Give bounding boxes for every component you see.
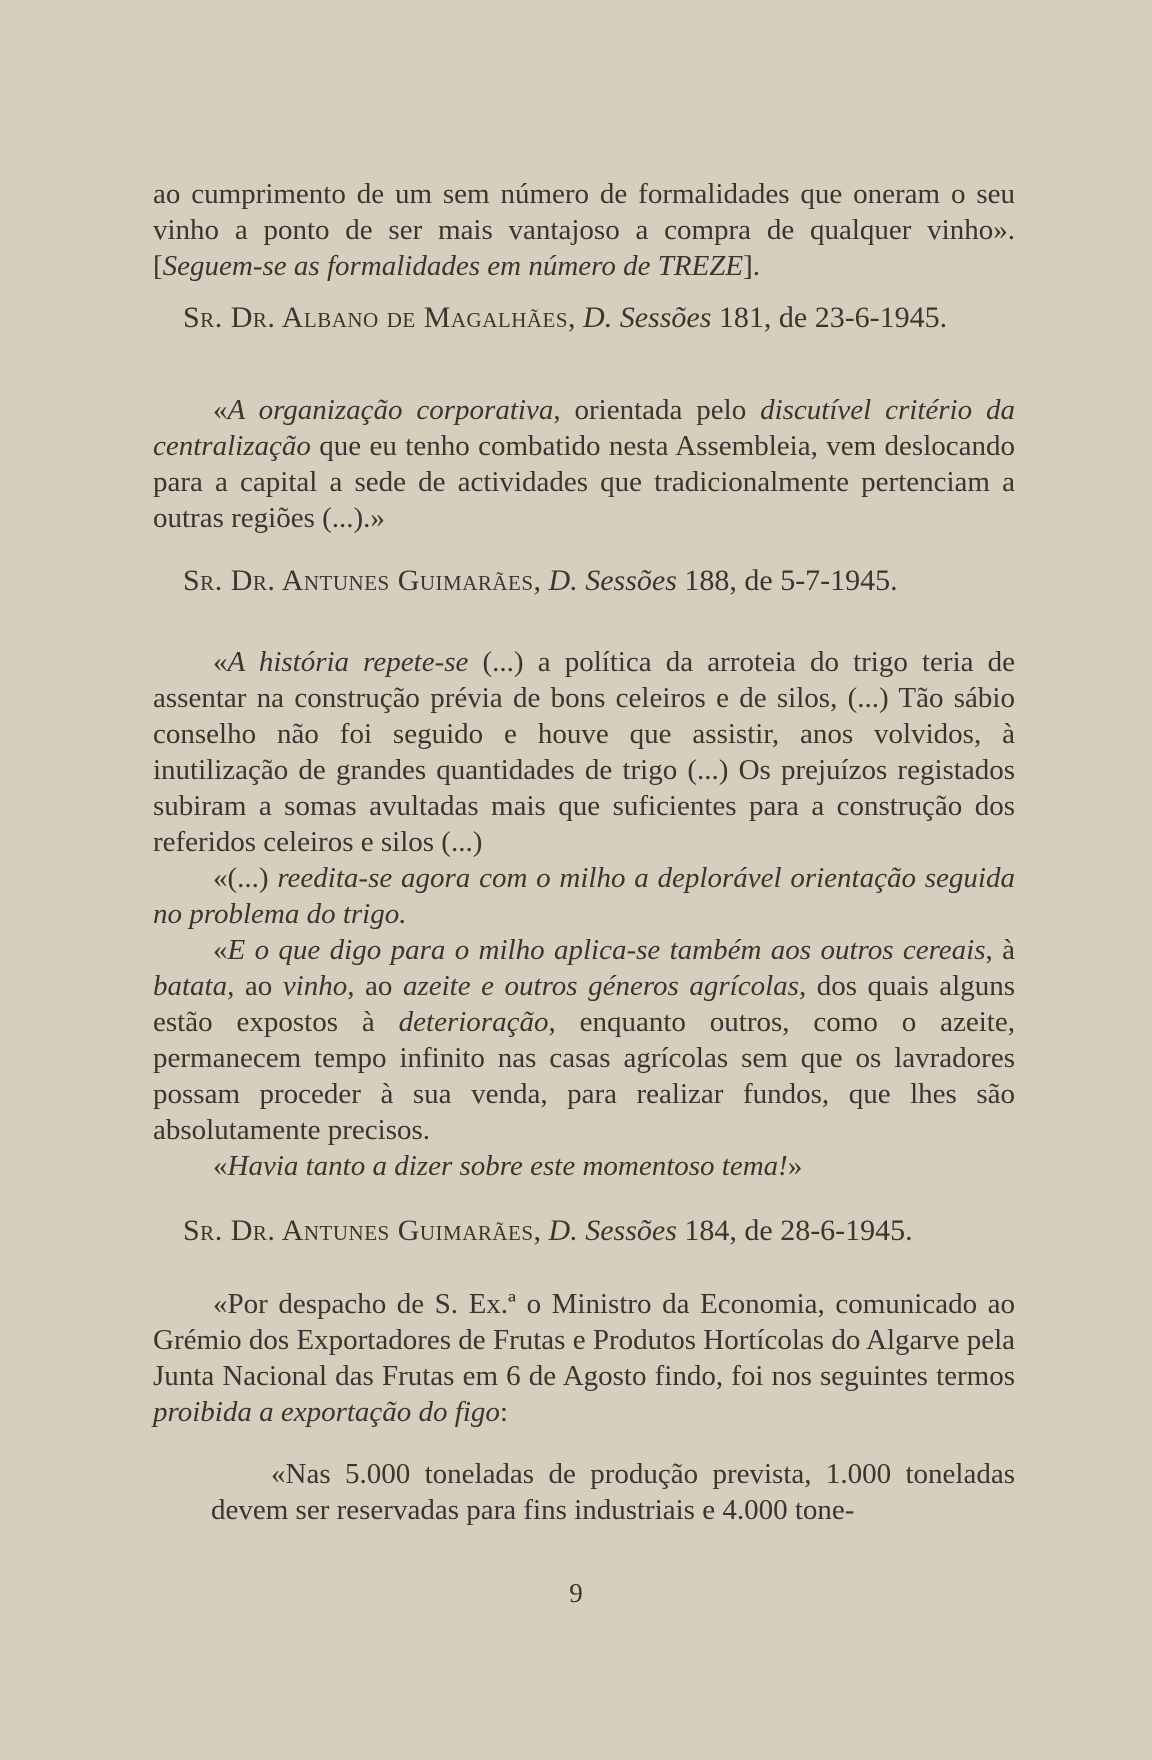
quote-paragraph-3 — [153, 1286, 1015, 1430]
page-number: 9 — [569, 1578, 583, 1608]
quote-mark: « — [213, 394, 228, 426]
citation-sep: , — [568, 301, 584, 334]
quote-mark: « — [213, 646, 228, 678]
quote-italic: vinho — [282, 970, 348, 1002]
citation-speaker: Sr. Dr. Albano de Magalhães — [183, 301, 569, 334]
opening-italic: Seguem-se as formalidades em número de TREZE — [162, 250, 744, 282]
quote-italic: A organização corporativa — [227, 394, 554, 426]
opening-paragraph — [153, 176, 1015, 284]
citation-heading-2 — [183, 563, 1023, 599]
quote-italic: A história repete-se — [227, 646, 469, 678]
citation-speaker: Sr. Dr. Antunes Guimarães — [183, 1214, 534, 1247]
opening-end: ]. — [743, 250, 761, 282]
quote-italic: azeite e outros géneros agrícolas — [402, 970, 799, 1002]
quote-italic: discutível critério da centralização — [153, 394, 1015, 462]
quote-mark: « — [213, 934, 228, 966]
quote-block-2 — [153, 644, 1015, 1184]
quote-text: , à — [985, 934, 1015, 966]
quote-mark: « — [213, 1150, 228, 1182]
citation-source: D. Sessões — [548, 1214, 677, 1247]
quote-text: , orientada pelo — [553, 394, 761, 426]
citation-heading-3 — [183, 1213, 1023, 1249]
quote-italic: deterioração — [398, 1006, 549, 1038]
quote-paragraph-4 — [211, 1456, 1015, 1528]
quote-mark: » — [787, 1150, 803, 1182]
quote-text: , enquanto outros, como o azeite, permanecem tempo infinito nas casas agrícolas sem que os lavradores possam proceder à sua venda, para realizar fundos, que lhes são absolutamente precisos. — [153, 1006, 1015, 1146]
citation-speaker: Sr. Dr. Antunes Guimarães — [183, 564, 534, 597]
quote-italic: Havia tanto a dizer sobre este momentoso tema! — [227, 1150, 788, 1182]
quote-italic: proibida a exportação do figo — [153, 1396, 500, 1428]
citation-sep: , — [533, 1214, 549, 1247]
quote-text: , dos quais alguns estão expostos à — [153, 970, 1015, 1038]
citation-date: 184, de 28-6-1945. — [676, 1214, 913, 1247]
quote-italic: reedita-se agora com o milho a deplorável orientação seguida no problema do trigo. — [153, 862, 1015, 930]
quote-paragraph-2b — [153, 860, 1015, 932]
quote-paragraph-2a — [153, 644, 1015, 860]
citation-date: 188, de 5-7-1945. — [676, 564, 898, 597]
quote-text: «Por despacho de S. Ex.ª o Ministro da Economia, comunicado ao Grémio dos Exportadores de Frutas e Produtos Hortícolas do Algarve pela Junta Nacional das Frutas em 6 de Agosto findo, foi nos seguintes termos — [153, 1288, 1015, 1392]
citation-source: D. Sessões — [583, 301, 712, 334]
citation-date: 181, de 23-6-1945. — [711, 301, 948, 334]
quote-text: , ao — [227, 970, 283, 1002]
quote-italic: batata — [153, 970, 228, 1002]
quote-paragraph-2c — [153, 932, 1015, 1148]
opening-text: ao cumprimento de um sem número de formalidades que oneram o seu vinho a ponto de ser mais vantajoso a compra de qualquer vinho». [ — [153, 178, 1015, 282]
quote-paragraph-1 — [153, 392, 1015, 536]
quote-text: (...) a política da arroteia do trigo teria de assentar na construção prévia de bons celeiros e de silos, (...) Tão sábio conselho não foi seguido e houve que assistir, anos volvidos, à inutilização de grandes quantidades de trigo (...) Os prejuízos registados subiram a somas avultadas mais que suficientes para a construção dos referidos celeiros e silos (...) — [153, 646, 1015, 858]
quote-italic: E o que digo para o milho aplica-se também aos outros cereais — [227, 934, 986, 966]
quote-text: : — [499, 1396, 508, 1428]
citation-sep: , — [533, 564, 549, 597]
quote-mark: «(...) — [213, 862, 278, 894]
quote-text: , ao — [347, 970, 403, 1002]
quote-paragraph-2d — [153, 1148, 1015, 1184]
citation-source: D. Sessões — [548, 564, 677, 597]
citation-heading-1 — [183, 300, 1023, 336]
quote-text: que eu tenho combatido nesta Assembleia, vem deslocando para a capital a sede de actividades que tradicionalmente pertenciam a outras regiões (...).» — [153, 430, 1015, 534]
quote-text: «Nas 5.000 toneladas de produção prevista, 1.000 toneladas devem ser reservadas para fins industriais e 4.000 tone- — [211, 1458, 1015, 1526]
